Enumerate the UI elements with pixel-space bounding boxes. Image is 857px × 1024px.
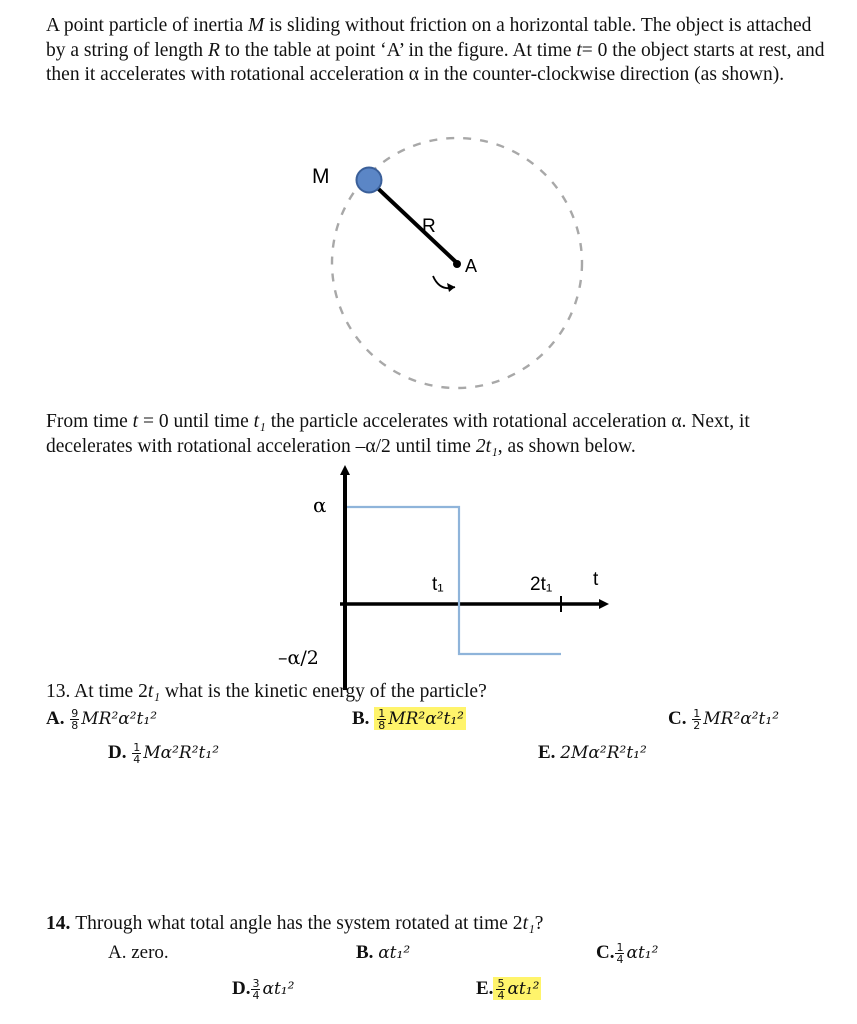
option-expression: αt₁² <box>507 979 540 999</box>
particle-mass <box>357 168 382 193</box>
var-t: t <box>132 411 139 432</box>
option-letter: B. <box>356 942 374 963</box>
option-letter: B. <box>352 708 370 729</box>
middle-paragraph <box>46 410 826 459</box>
option-fraction: $\frac{9}{8}$ <box>71 707 79 733</box>
q13-option-e[interactable] <box>538 740 647 766</box>
y-neg-label: –α/2 <box>278 647 319 669</box>
option-fraction: $\frac{1}{4}$ <box>616 941 624 967</box>
y-pos-label: α <box>313 493 327 517</box>
string-line <box>369 180 457 263</box>
q14-option-b[interactable] <box>356 940 410 966</box>
string-label: R <box>422 216 436 237</box>
q14-option-d[interactable] <box>232 976 294 1002</box>
circle-diagram <box>312 138 582 388</box>
point-label: A <box>465 256 478 276</box>
q13-text: . At time 2 <box>65 681 148 702</box>
q14-option-c[interactable] <box>596 940 658 966</box>
highlighted-answer <box>493 977 541 1003</box>
var-t1: t₁ <box>253 411 266 432</box>
2t1-label: 2t₁ <box>530 574 553 595</box>
option-fraction: $\frac{3}{4}$ <box>252 977 260 1003</box>
q13-option-c[interactable] <box>668 706 779 732</box>
option-expression: MR²α²t₁² <box>703 709 780 729</box>
q13-option-a[interactable] <box>46 706 157 732</box>
option-letter: E. <box>538 742 556 763</box>
option-letter: A. <box>108 942 127 963</box>
t1-label: t₁ <box>432 574 444 595</box>
option-expression: zero. <box>131 942 169 963</box>
q14-option-e[interactable] <box>476 976 541 1002</box>
mass-label: M <box>312 165 330 188</box>
q14-number: 14. <box>46 913 71 934</box>
q14-text: Through what total angle has the system rotated at time 2 <box>75 913 523 934</box>
option-letter: D. <box>108 742 127 763</box>
intro-text-3: to the table at point ‘A’ in the figure. At time <box>224 39 572 61</box>
t-label: t <box>593 569 599 590</box>
option-letter: D. <box>232 978 251 999</box>
option-expression: αt₁² <box>378 943 411 963</box>
option-letter: E. <box>476 978 494 999</box>
intro-text-2: is sliding without friction on a horizontal table. The object is attached by a string of length <box>46 15 812 61</box>
middle-text-2: = 0 until time <box>142 411 249 432</box>
q13-option-b[interactable] <box>352 706 466 732</box>
option-expression: Mα²R²t₁² <box>143 743 220 763</box>
option-expression: MR²α²t₁² <box>388 709 464 729</box>
q13-option-d[interactable] <box>108 740 219 766</box>
q13-number: 13 <box>46 681 66 702</box>
middle-text-1: From time <box>46 411 128 432</box>
option-letter: A. <box>46 708 65 729</box>
option-expression: 2Mα²R²t₁² <box>560 743 647 763</box>
q13-text2: what is the kinetic energy of the particle? <box>164 681 487 702</box>
q14-var-t1: t₁ <box>522 913 535 934</box>
option-fraction: $\frac{5}{4}$ <box>497 977 505 1003</box>
q13-var-t1: t₁ <box>147 681 161 702</box>
intro-text-4: = 0 the object starts at rest, and then it accelerates with rotational acceleration α in the counter-clockwise direction (as shown). <box>46 39 825 85</box>
var-2t1: 2t₁ <box>475 435 498 457</box>
acceleration-graph <box>278 470 604 690</box>
ccw-arrow-head <box>447 283 455 292</box>
var-M: M <box>247 15 265 36</box>
option-fraction: $\frac{1}{8}$ <box>378 707 386 733</box>
highlighted-answer <box>374 707 466 733</box>
option-expression: αt₁² <box>626 943 659 963</box>
option-letter: C. <box>596 942 615 963</box>
q14-text2: ? <box>534 913 544 934</box>
option-fraction: $\frac{1}{2}$ <box>693 707 701 733</box>
middle-text-3: the particle accelerates with rotational acceleration α. Next, it decelerates with rotational acceleration –α/2 until time <box>46 411 750 457</box>
option-fraction: $\frac{1}{4}$ <box>133 741 141 767</box>
pivot-point <box>453 260 461 268</box>
option-letter: C. <box>668 708 687 729</box>
var-R: R <box>207 39 220 61</box>
option-expression: αt₁² <box>262 979 295 999</box>
option-expression: MR²α²t₁² <box>81 709 158 729</box>
intro-text-1: A point particle of inertia <box>46 15 244 36</box>
q14-stem <box>46 912 543 936</box>
var-t: t <box>576 39 582 61</box>
accel-profile-line <box>347 507 561 654</box>
q13-stem <box>46 680 487 704</box>
middle-text-4: , as shown below. <box>497 435 636 457</box>
q14-option-a[interactable] <box>108 940 169 966</box>
